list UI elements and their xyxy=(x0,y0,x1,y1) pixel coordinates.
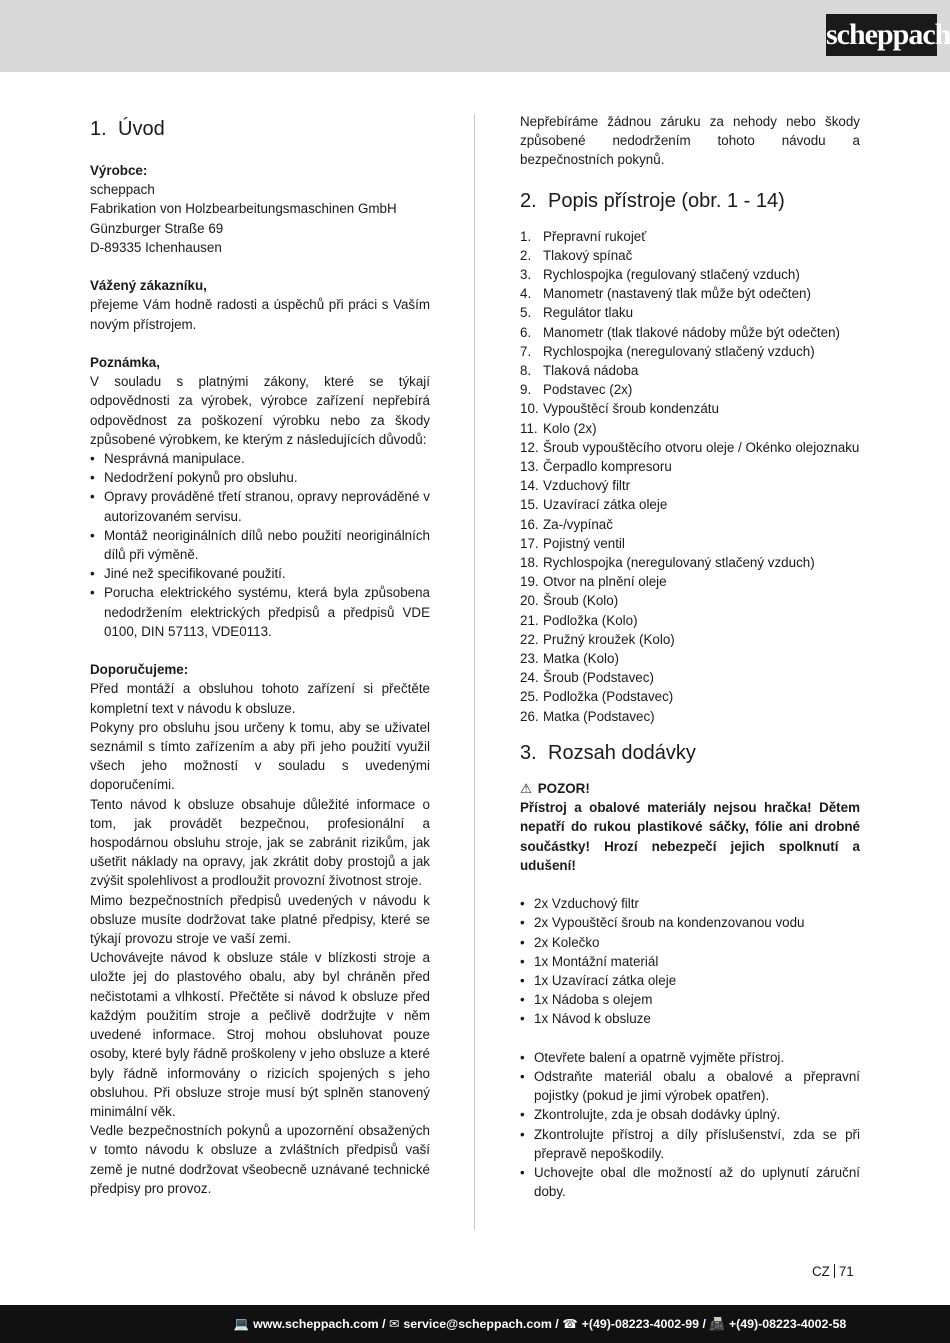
customer-label: Vážený zákazníku, xyxy=(90,278,207,294)
part-item: 4. Manometr (nastavený tlak může být odečten) xyxy=(520,286,811,302)
list-item: • Nedodržení pokynů pro obsluhu. xyxy=(90,468,430,487)
section-3-title: 3. Rozsah dodávky xyxy=(520,741,696,764)
part-item: 17. Pojistný ventil xyxy=(520,535,625,551)
recommend-label: Doporučujeme: xyxy=(90,662,189,678)
list-item: • 1x Nádoba s olejem xyxy=(520,990,860,1009)
list-item: • Montáž neoriginálních dílů nebo použití neoriginálních dílů při výměně. xyxy=(90,526,430,564)
footer-contact-bar xyxy=(0,1305,950,1343)
customer-block xyxy=(90,276,430,334)
note-bullets xyxy=(90,449,430,641)
phone-icon: ☎ xyxy=(562,1317,578,1331)
parts-list xyxy=(520,227,860,726)
warning-block xyxy=(520,779,860,875)
part-item: 1. Přepravní rukojeť xyxy=(520,228,647,244)
paragraph: Uchovávejte návod k obsluze stále v blízkosti stroje a uložte jej do plastového obalu, aby byl chráněn před nečistotami a vlhkostí. Přečtěte si návod k obsluze před každým použitím stroje a pečlivě dodržujte v něm uvedené informace. Stroj mohou obsluhovat pouze osoby, které byly řádně proškoleny v jeho obsluze a které byly řádně informovány o rizicích spojených s jeho obsluhou. Při obsluze stroje musí být splněn stanovený minimální věk. xyxy=(90,950,430,1119)
list-item: • Nesprávná manipulace. xyxy=(90,449,430,468)
part-item: 22. Pružný kroužek (Kolo) xyxy=(520,631,675,647)
list-item: • 1x Návod k obsluze xyxy=(520,1009,860,1028)
part-item: 20. Šroub (Kolo) xyxy=(520,593,619,609)
list-item: • 1x Uzavírací zátka oleje xyxy=(520,971,860,990)
part-item: 8. Tlaková nádoba xyxy=(520,363,639,379)
paragraph: Před montáží a obsluhou tohoto zařízení si přečtěte kompletní text v návodu k obsluze. xyxy=(90,681,430,716)
column-divider xyxy=(474,114,475,1230)
website-link[interactable]: www.scheppach.com / xyxy=(253,1317,386,1331)
note-label: Poznámka, xyxy=(90,355,160,370)
part-item: 19. Otvor na plnění oleje xyxy=(520,574,667,590)
manufacturer-block xyxy=(90,161,430,257)
part-item: 23. Matka (Kolo) xyxy=(520,651,619,667)
paragraph: Mimo bezpečnostních předpisů uvedených v návodu k obsluze musíte dodržovat take platné předpisy, které se týkají provozu stroje ve vaší zemi. xyxy=(90,892,430,947)
unpacking-steps-list xyxy=(520,1048,860,1202)
email-link[interactable]: service@scheppach.com / xyxy=(403,1317,559,1331)
list-item: • Odstraňte materiál obalu a obalové a přepravní pojistky (pokud je jimi výrobek opatřen). xyxy=(520,1067,860,1105)
part-item: 26. Matka (Podstavec) xyxy=(520,708,655,724)
list-item: • 2x Kolečko xyxy=(520,933,860,952)
part-item: 15. Uzavírací zátka oleje xyxy=(520,497,668,513)
paragraph: Tento návod k obsluze obsahuje důležité informace o tom, jak provádět bezpečnou, profesionální a hospodárnou obsluhu stroje, jak se zabránit rizikům, jak ušetřit náklady na opravy, jak zkrátit doby prostojů a jak zvýšit spolehlivost a prodloužit provozní životnost stroje. xyxy=(90,796,430,889)
manufacturer-line: Fabrikation von Holzbearbeitungsmaschinen GmbH xyxy=(90,201,397,217)
part-item: 12. Šroub vypouštěcího otvoru oleje / Okénko olejoznaku xyxy=(520,439,860,455)
part-item: 9. Podstavec (2x) xyxy=(520,382,633,398)
part-item: 16. Za-/vypínač xyxy=(520,516,613,532)
list-item: • Otevřete balení a opatrně vyjměte přístroj. xyxy=(520,1048,860,1067)
list-item: • 2x Vzduchový filtr xyxy=(520,894,860,913)
list-item: • 2x Vypouštěcí šroub na kondenzovanou vodu xyxy=(520,913,860,932)
list-item: • Porucha elektrického systému, která byla způsobena nedodržením elektrických předpisů a předpisů VDE 0100, DIN 57113, VDE0113. xyxy=(90,583,430,641)
part-item: 10. Vypouštěcí šroub kondenzátu xyxy=(520,401,719,417)
manufacturer-line: Günzburger Straße 69 xyxy=(90,220,224,236)
part-item: 13. Čerpadlo kompresoru xyxy=(520,459,672,475)
left-column xyxy=(90,112,430,1198)
scheppach-logo: scheppach xyxy=(826,14,937,56)
part-item: 25. Podložka (Podstavec) xyxy=(520,689,674,705)
warning-icon: ⚠ xyxy=(520,780,533,796)
part-item: 24. Šroub (Podstavec) xyxy=(520,670,654,686)
part-item: 11. Kolo (2x) xyxy=(520,420,597,436)
part-item: 6. Manometr (tlak tlakové nádoby může být odečten) xyxy=(520,324,840,340)
section-1-title: 1. Úvod xyxy=(90,118,165,140)
fax-number: +(49)-08223-4002-58 xyxy=(728,1317,847,1331)
list-item: • Zkontrolujte přístroj a díly příslušenství, zda se při přepravě nepoškodily. xyxy=(520,1125,860,1163)
computer-icon: 💻 xyxy=(233,1317,250,1331)
warning-text: Přístroj a obalové materiály nejsou hračka! Dětem nepatří do rukou plastikové sáčky, fólie ani drobné součástky! Hrozí nebezpečí jejich spolknutí a udušení! xyxy=(520,800,860,873)
list-item: • Jiné než specifikované použití. xyxy=(90,564,430,583)
note-block xyxy=(90,353,430,641)
phone-number: +(49)-08223-4002-99 / xyxy=(581,1317,706,1331)
part-item: 7. Rychlospojka (neregulovaný stlačený vzduch) xyxy=(520,343,815,359)
header-band xyxy=(0,0,950,72)
delivery-contents-list xyxy=(520,894,860,1028)
list-item: • Zkontrolujte, zda je obsah dodávky úplný. xyxy=(520,1105,860,1124)
paragraph: Pokyny pro obsluhu jsou určeny k tomu, aby se uživatel seznámil s tímto zařízením a aby při jeho použití využil všech jeho možností v souladu s uvedenými doporučeními. xyxy=(90,719,430,793)
part-item: 18. Rychlospojka (neregulovaný stlačený vzduch) xyxy=(520,555,815,571)
warning-heading: ⚠ POZOR! xyxy=(520,779,860,798)
recommend-block xyxy=(90,660,430,1198)
part-item: 21. Podložka (Kolo) xyxy=(520,612,638,628)
section-2-title: 2. Popis přístroje (obr. 1 - 14) xyxy=(520,189,785,212)
list-item: • Opravy prováděné třetí stranou, opravy neprováděné v autorizovaném servisu. xyxy=(90,487,430,525)
customer-text: přejeme Vám hodně radosti a úspěchů při práci s Vaším novým přístrojem. xyxy=(90,297,430,332)
list-item: • Uchovejte obal dle možností až do uplynutí záruční doby. xyxy=(520,1163,860,1201)
list-item: • 1x Montážní materiál xyxy=(520,952,860,971)
paragraph: Vedle bezpečnostních pokynů a upozornění obsažených v tomto návodu k obsluze a zvláštních předpisů vaší země je nutné dodržovat všeobecně uznávané technické předpisy pro provoz. xyxy=(90,1123,430,1196)
right-column xyxy=(520,112,860,1201)
part-item: 14. Vzduchový filtr xyxy=(520,478,631,494)
part-item: 3. Rychlospojka (regulovaný stlačený vzduch) xyxy=(520,267,800,283)
liability-text: Nepřebíráme žádnou záruku za nehody nebo škody způsobené nedodržením tohoto návodu a bezpečnostních pokynů. xyxy=(520,114,860,168)
mail-icon: ✉ xyxy=(389,1317,400,1331)
note-text: V souladu s platnými zákony, které se týkají odpovědnosti za výrobek, výrobce zařízení nepřebírá odpovědnost za poškození výrobku nebo za škody způsobené výrobkem, ke kterým z následujících důvodů: xyxy=(90,374,430,447)
part-item: 2. Tlakový spínač xyxy=(520,247,633,263)
manufacturer-label: Výrobce: xyxy=(90,163,148,178)
manufacturer-line: scheppach xyxy=(90,182,155,198)
manufacturer-line: D-89335 Ichenhausen xyxy=(90,239,222,255)
page-number: CZ 71 xyxy=(812,1264,854,1279)
part-item: 5. Regulátor tlaku xyxy=(520,305,634,321)
fax-icon: 📠 xyxy=(709,1317,725,1331)
